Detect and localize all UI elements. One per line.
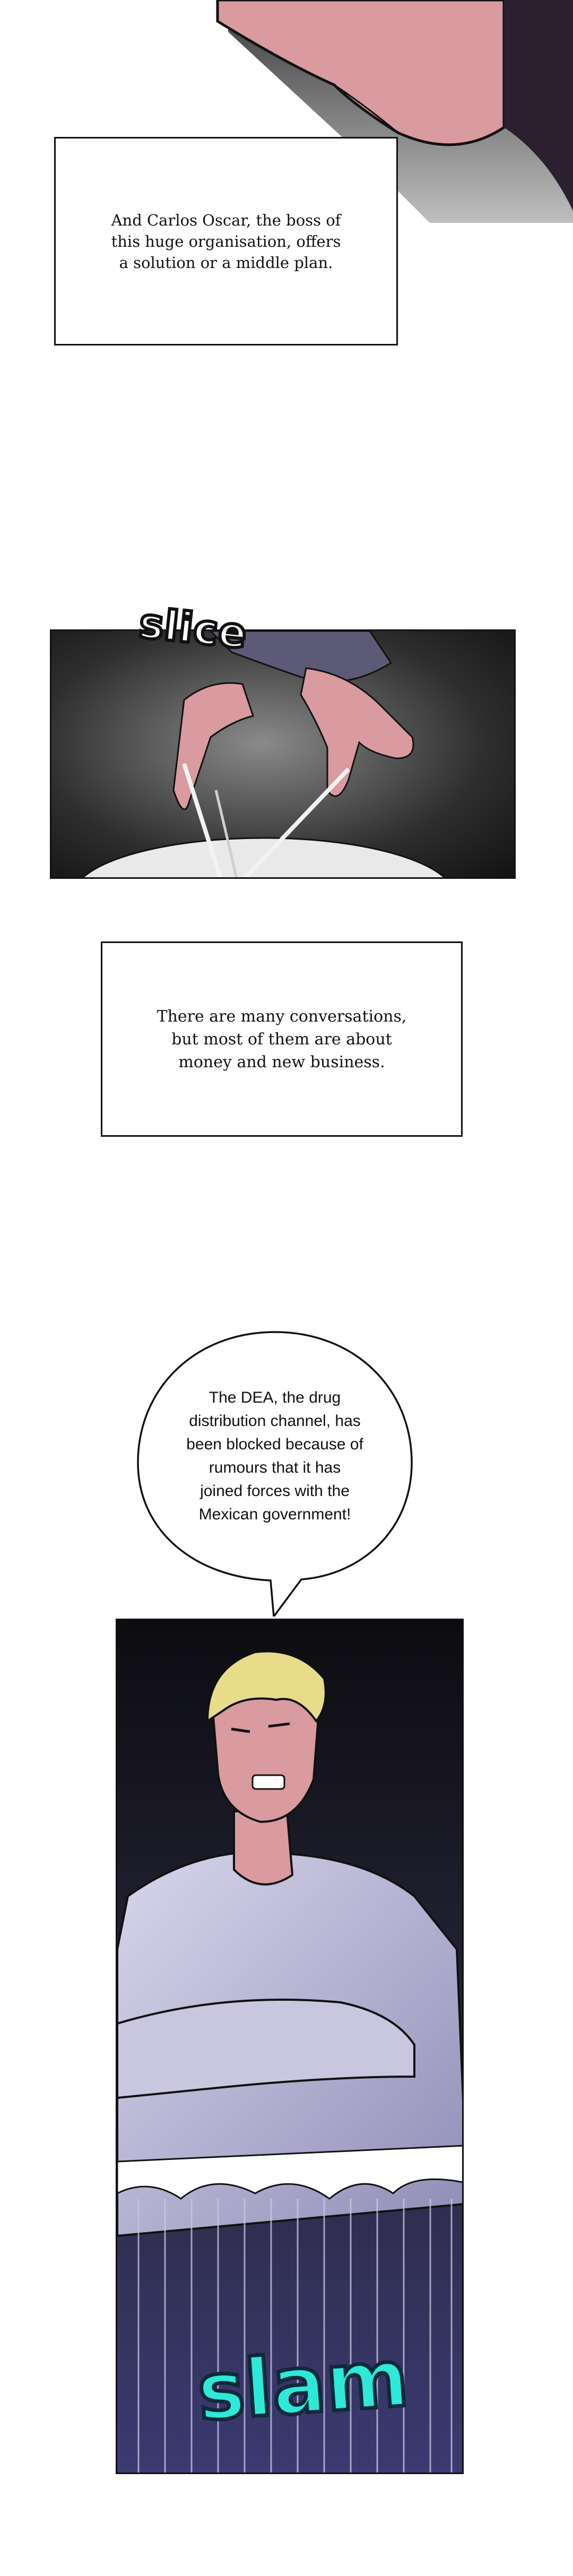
speech-bubble bbox=[132, 1330, 418, 1617]
slice-panel bbox=[50, 629, 516, 879]
narration-caption-2 bbox=[101, 941, 463, 1137]
speech-bubble-text: The DEA, the drug distribution channel, has been blocked because of rumours that it has joined forces with the Mexican government! bbox=[186, 1389, 363, 1523]
narration-caption-2-text: There are many conversations, but most of them are about money and new business. bbox=[157, 1007, 407, 1071]
narration-caption-1-text: And Carlos Oscar, the boss of this huge organisation, offers a solution or a middle plan. bbox=[111, 211, 341, 272]
sfx-slice: slice bbox=[136, 599, 250, 659]
slice-panel-art bbox=[51, 631, 516, 879]
narration-caption-1 bbox=[54, 137, 398, 345]
sfx-slam: slam bbox=[194, 2332, 412, 2439]
